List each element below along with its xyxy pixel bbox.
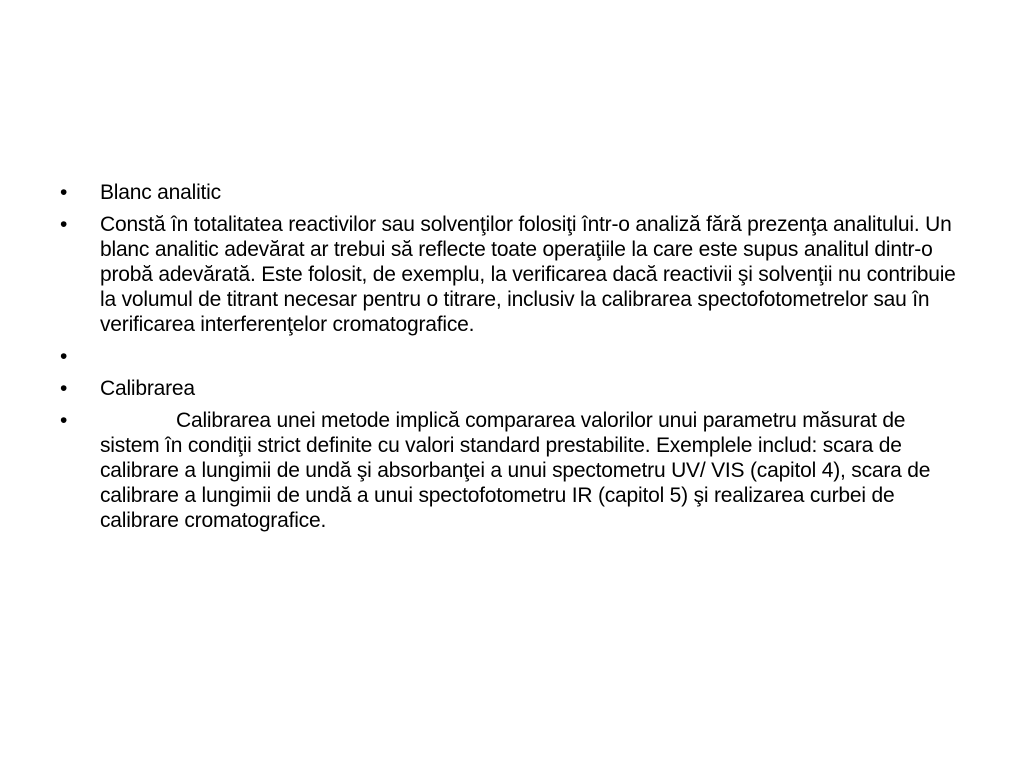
bullet-icon: •	[60, 377, 68, 400]
slide-content	[60, 180, 965, 540]
bullet-item-blanc-heading	[60, 180, 965, 205]
bullet-icon: •	[60, 345, 68, 368]
bullet-item-empty	[60, 344, 965, 369]
bullet-text-indented	[100, 408, 965, 533]
bullet-list	[60, 180, 965, 533]
bullet-item-calibrare-definition	[60, 408, 965, 533]
bullet-text: Calibrarea	[100, 377, 195, 400]
bullet-text	[100, 344, 965, 369]
bullet-icon: •	[60, 213, 68, 236]
bullet-item-blanc-definition	[60, 212, 965, 337]
bullet-icon: •	[60, 409, 68, 432]
bullet-item-calibrare-heading	[60, 376, 965, 401]
bullet-text-body: Calibrarea unei metode implică compararea valorilor unui parametru măsurat de sistem în condiţii strict definite cu valori standard prestabilite. Exemplele includ: scara de calibrare a lungimii de undă şi absorbanţei a unui spectometru UV/ VIS (capitol 4), scara de calibrare a lungimii de undă a unui spectofotometru IR (capitol 5) şi realizarea curbei de calibrare cromatografice.	[100, 409, 931, 532]
bullet-icon: •	[60, 181, 68, 204]
bullet-text: Blanc analitic	[100, 181, 221, 204]
bullet-text: Constă în totalitatea reactivilor sau solvenţilor folosiţi într-o analiză fără prezenţa analitului. Un blanc analitic adevărat ar trebui să reflecte toate operaţiile la care este supus analitul dintr-o probă adevărată. Este folosit, de exemplu, la verificarea dacă reactivii şi solvenţii nu contribuie la volumul de titrant necesar pentru o titrare, inclusiv la calibrarea spectofotometrelor sau în verificarea interferenţelor cromatografice.	[100, 213, 956, 336]
